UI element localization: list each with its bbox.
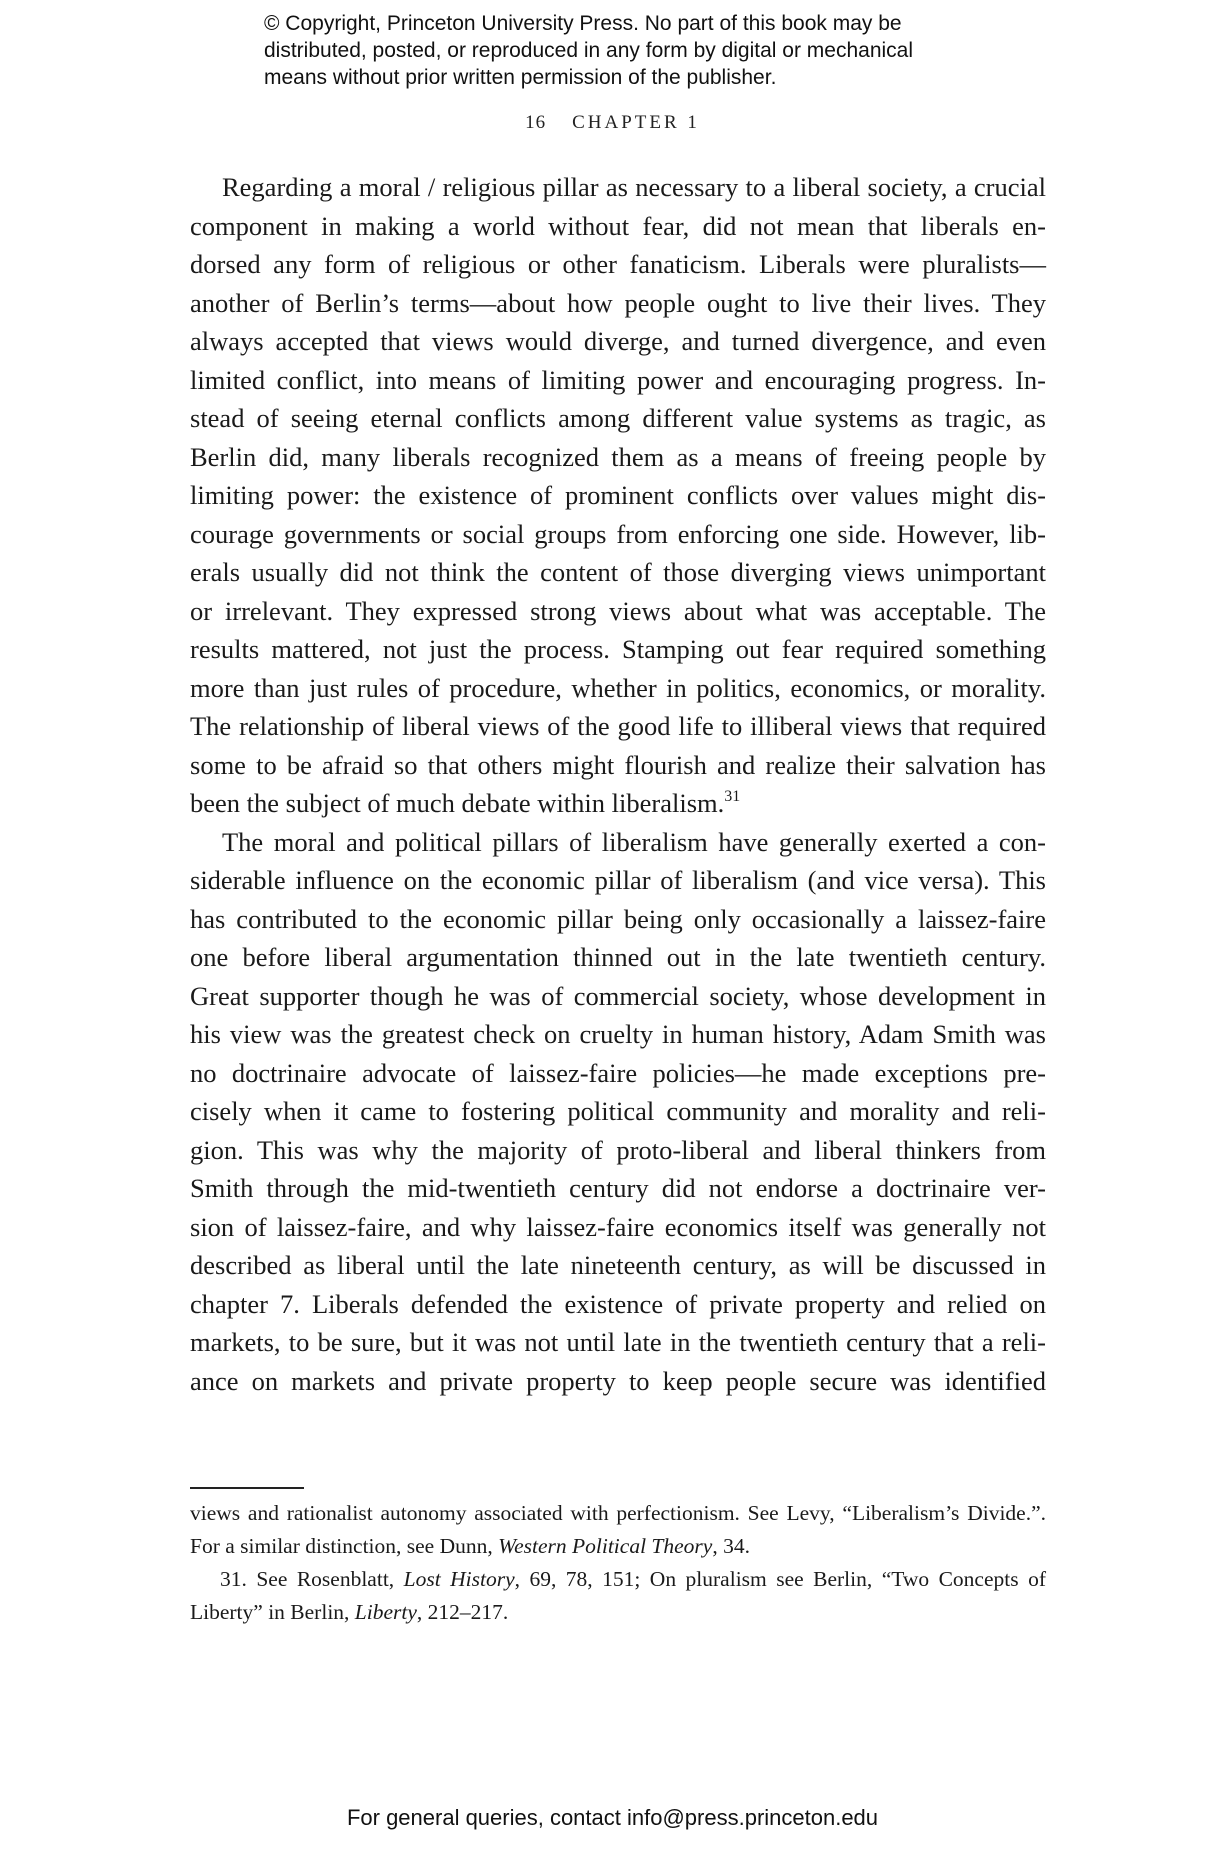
text-line: siderable influence on the economic pillar of liberalism (and vice versa). This xyxy=(190,865,1046,895)
text-line: courage governments or social groups from enforcing one side. However, lib- xyxy=(190,518,1046,549)
footnote-text: Liberty” in Berlin, xyxy=(190,1600,355,1624)
footnote-title: Liberty xyxy=(354,1600,417,1624)
text-line: limited conflict, into means of limiting power and encouraging progress. In- xyxy=(190,364,1046,395)
footnote-text: For a similar distinction, see Dunn, xyxy=(190,1534,499,1558)
text-line: described as liberal until the late nineteenth century, as will be discussed in xyxy=(190,1250,1046,1280)
footer-contact: For general queries, contact info@press.princeton.edu xyxy=(346,1805,879,1830)
text-line: more than just rules of procedure, whether in politics, economics, or morality. xyxy=(190,672,1046,703)
text-line: cisely when it came to fostering political community and morality and reli- xyxy=(190,1096,1046,1126)
text-line: some to be afraid so that others might flourish and realize their salvation has xyxy=(190,749,1046,780)
text-line: Great supporter though he was of commercial society, whose development in xyxy=(190,980,1046,1011)
text-line: Smith through the mid-twentieth century did not endorse a doctrinaire ver- xyxy=(190,1173,1046,1203)
text-line: always accepted that views would diverge, and turned divergence, and even xyxy=(190,326,1046,356)
copyright-line-2: distributed, posted, or reproduced in any form by digital or mechanical xyxy=(264,39,914,62)
footnote-title: Western Political Theory xyxy=(498,1534,713,1558)
text-line: results mattered, not just the process. Stamping out fear required something xyxy=(190,634,1046,664)
footnote-31-line xyxy=(190,1563,1046,1596)
text-line: erals usually did not think the content of those diverging views unimportant xyxy=(190,557,1046,587)
text-line: Regarding a moral / religious pillar as necessary to a liberal society, a crucial xyxy=(222,172,1046,202)
footnote-text: 31. See Rosenblatt, xyxy=(220,1567,404,1591)
text-line: stead of seeing eternal conflicts among different value systems as tragic, as xyxy=(190,403,1046,433)
body-text xyxy=(190,168,1046,1400)
text-line: The moral and political pillars of liberalism have generally exerted a con- xyxy=(222,826,1046,857)
text-line: The relationship of liberal views of the good life to illiberal views that required xyxy=(190,711,1046,741)
text-line: chapter 7. Liberals defended the existence of private property and relied on xyxy=(190,1288,1046,1319)
copyright-line-3: means without prior written permission of the publisher. xyxy=(264,66,777,89)
text-line: ance on markets and private property to keep people secure was identified xyxy=(190,1365,1046,1396)
text-line: markets, to be sure, but it was not until late in the twentieth century that a reli- xyxy=(190,1327,1046,1357)
text-line: another of Berlin’s terms—about how people ought to live their lives. They xyxy=(190,287,1046,318)
text-line: Berlin did, many liberals recognized them as a means of freeing people by xyxy=(190,441,1046,472)
copyright-line-1: © Copyright, Princeton University Press. No part of this book may be xyxy=(264,12,902,35)
running-head xyxy=(0,112,1225,134)
text-line xyxy=(190,784,1046,823)
text-line: has contributed to the economic pillar being only occasionally a laissez-faire xyxy=(190,903,1046,934)
footnotes xyxy=(190,1497,1046,1629)
text-line: sion of laissez-faire, and why laissez-faire economics itself was generally not xyxy=(190,1211,1046,1242)
chapter-label: CHAPTER 1 xyxy=(572,112,700,133)
paragraph-2 xyxy=(190,823,1046,1401)
text-line: or irrelevant. They expressed strong views about what was acceptable. The xyxy=(190,595,1046,626)
footnote-text: , 34. xyxy=(712,1534,750,1558)
text-line: limiting power: the existence of prominent conflicts over values might dis- xyxy=(190,480,1046,510)
text-line-content: been the subject of much debate within liberalism. xyxy=(190,788,725,818)
text-line: gion. This was why the majority of proto-liberal and liberal thinkers from xyxy=(190,1134,1046,1165)
footnote-31-line xyxy=(190,1596,1046,1629)
footnote-title: Lost History xyxy=(403,1567,515,1591)
text-line: one before liberal argumentation thinned out in the late twentieth century. xyxy=(190,942,1046,972)
text-line: component in making a world without fear, did not mean that liberals en- xyxy=(190,210,1046,241)
paragraph-1 xyxy=(190,168,1046,823)
copyright-notice xyxy=(264,10,1024,91)
page-number: 16 xyxy=(525,112,547,133)
footnote-text: , 212–217. xyxy=(416,1600,509,1624)
footnote-text: , 69, 78, 151; On pluralism see Berlin, “Two Concepts of xyxy=(514,1567,1046,1591)
footnote-continuation-line xyxy=(190,1530,1046,1563)
footnote-ref-31[interactable]: 31 xyxy=(724,788,741,805)
text-line: no doctrinaire advocate of laissez-faire policies—he made exceptions pre- xyxy=(190,1057,1046,1088)
footnote-continuation-line: views and rationalist autonomy associated with perfectionism. See Levy, “Liberalism’s Divide.”. xyxy=(190,1501,1046,1525)
text-line: dorsed any form of religious or other fanaticism. Liberals were pluralists— xyxy=(190,249,1046,279)
footnote-divider xyxy=(190,1487,304,1489)
text-line: his view was the greatest check on cruelty in human history, Adam Smith was xyxy=(190,1019,1046,1049)
